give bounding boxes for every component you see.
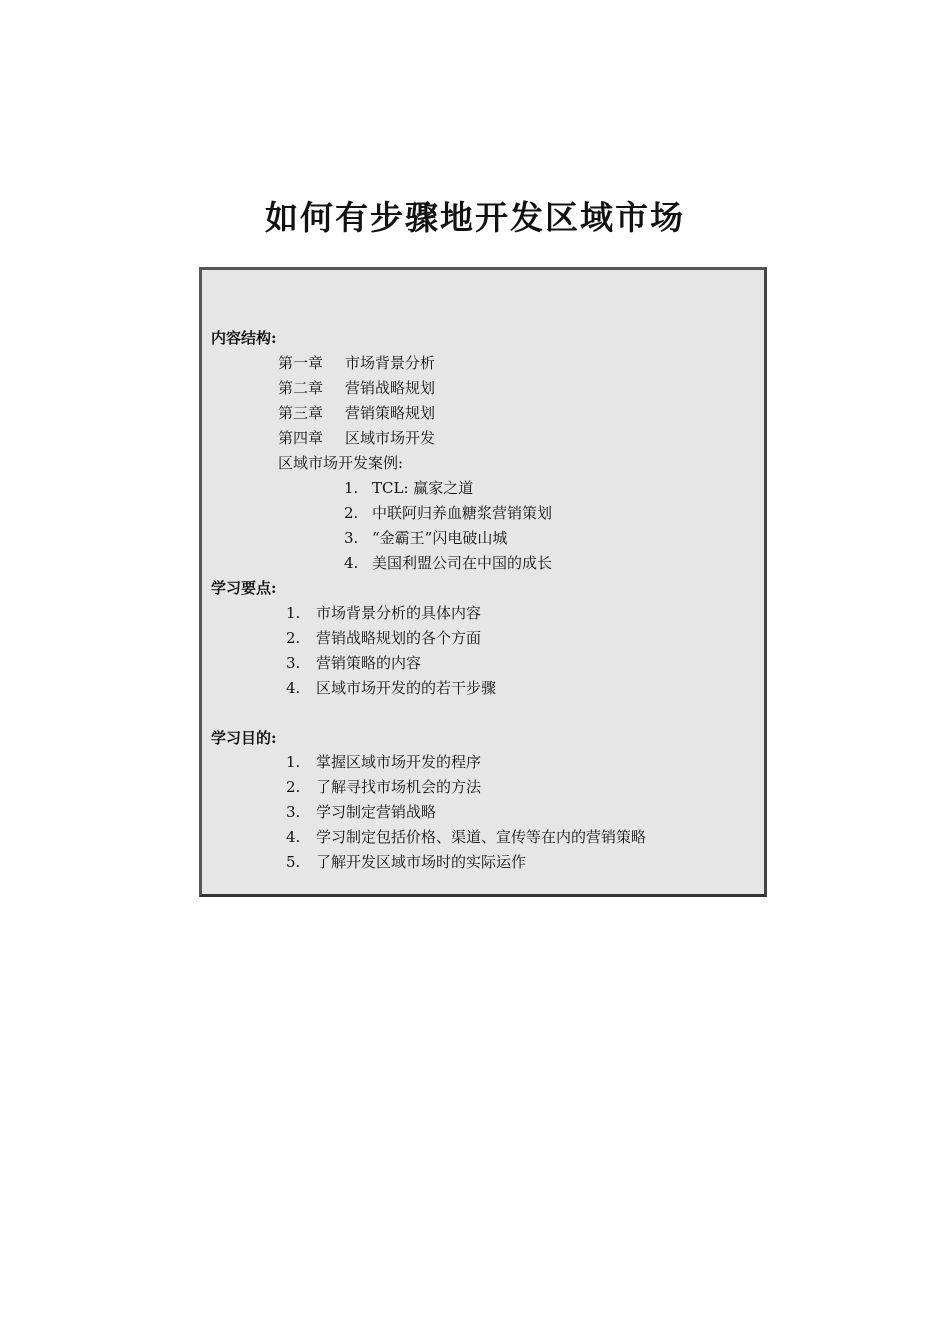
key-point-text: 营销战略规划的各个方面: [316, 629, 482, 647]
chapter-item: [278, 403, 435, 423]
key-point-text: 区域市场开发的的若干步骤: [316, 679, 497, 697]
case-item: [344, 553, 552, 573]
objective-text: 掌握区域市场开发的程序: [316, 753, 482, 771]
objective-number: 1.: [286, 753, 301, 771]
key-point-text: 市场背景分析的具体内容: [316, 604, 482, 622]
case-item: [344, 478, 473, 498]
structure-heading: 内容结构:: [211, 329, 277, 347]
key-point-number: 4.: [286, 679, 301, 697]
key-point-item: [286, 628, 481, 648]
objective-text: 了解寻找市场机会的方法: [316, 778, 482, 796]
chapter-label: 第四章: [278, 429, 324, 447]
objective-text: 学习制定包括价格、渠道、宣传等在内的营销策略: [316, 828, 647, 846]
key-points-heading: 学习要点:: [211, 579, 277, 597]
case-number: 2.: [344, 504, 359, 522]
chapter-label: 第一章: [278, 354, 324, 372]
key-point-item: [286, 678, 496, 698]
objective-number: 3.: [286, 803, 301, 821]
objective-number: 2.: [286, 778, 301, 796]
objective-text: 了解开发区域市场时的实际运作: [316, 853, 527, 871]
chapter-text: 区域市场开发: [345, 429, 436, 447]
chapter-text: 市场背景分析: [345, 354, 436, 372]
case-number: 4.: [344, 554, 359, 572]
objective-item: [286, 777, 481, 797]
case-number: 3.: [344, 529, 359, 547]
objective-text: 学习制定营销战略: [316, 803, 437, 821]
chapter-text: 营销策略规划: [345, 404, 436, 422]
key-point-number: 2.: [286, 629, 301, 647]
case-item: [344, 528, 507, 548]
objective-item: [286, 752, 481, 772]
case-item: [344, 503, 552, 523]
chapter-text: 营销战略规划: [345, 379, 436, 397]
objective-number: 5.: [286, 853, 301, 871]
chapter-item: [278, 428, 435, 448]
objective-number: 4.: [286, 828, 301, 846]
chapter-label: 第三章: [278, 404, 324, 422]
key-point-number: 1.: [286, 604, 301, 622]
case-number: 1.: [344, 479, 359, 497]
key-point-item: [286, 603, 481, 623]
key-point-number: 3.: [286, 654, 301, 672]
key-point-item: [286, 653, 421, 673]
objectives-heading: 学习目的:: [211, 729, 277, 747]
case-text: TCL: 赢家之道: [372, 479, 474, 497]
cases-heading: 区域市场开发案例:: [278, 454, 404, 472]
case-text: 美国利盟公司在中国的成长: [372, 554, 553, 572]
objective-item: [286, 852, 526, 872]
objective-item: [286, 802, 436, 822]
chapter-label: 第二章: [278, 379, 324, 397]
case-text: “金霸王”闪电破山城: [372, 529, 508, 547]
case-text: 中联阿归养血糖浆营销策划: [372, 504, 553, 522]
key-point-text: 营销策略的内容: [316, 654, 422, 672]
chapter-item: [278, 353, 435, 373]
chapter-item: [278, 378, 435, 398]
objective-item: [286, 827, 646, 847]
page-title: 如何有步骤地开发区域市场: [265, 198, 685, 237]
